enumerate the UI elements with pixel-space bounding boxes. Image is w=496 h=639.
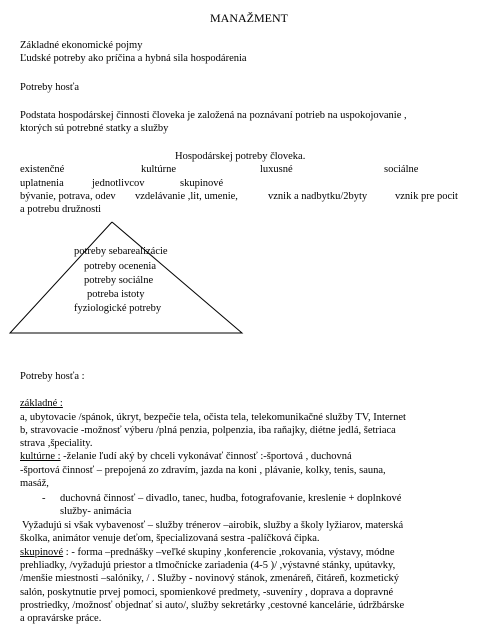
zakladne-line-3: strava ,špeciality.	[20, 438, 93, 449]
pyramid-level-1: fyziologické potreby	[74, 303, 162, 314]
duchovna-dash: -	[42, 493, 46, 504]
needs-examples-3: vznik a nadbytku/2byty	[268, 191, 368, 202]
kulturne-line	[20, 451, 352, 463]
pyramid-level-2: potreba istoty	[87, 289, 145, 300]
sport-line-1: -športová činnosť – prepojená zo zdravím, jazda na koni , plávanie, kolky, tenis, sauna,	[20, 465, 386, 476]
section-heading-2: Potreby hosťa :	[20, 371, 85, 382]
duchovna-line-2: služby- animácia	[60, 506, 132, 517]
paragraph-line-2: ktorých sú potrebné statky a služby	[20, 123, 169, 134]
needs-uplatnenia: uplatnenia	[20, 178, 64, 189]
needs-examples-1: bývanie, potrava, odev	[20, 191, 116, 202]
needs-heading: Hospodárskej potreby človeka.	[175, 151, 306, 162]
skupinove-line-3: /menšie miestnosti –salóniky, / . Služby - novinový stánok, zmenáreň, čitáreň, kozmetický	[20, 573, 399, 584]
vybavenost-line-2: školka, animátor venuje deťom, špecializovaná sestra -palíčková čipka.	[20, 533, 320, 544]
pyramid-level-4: potreby ocenenia	[84, 261, 157, 272]
zakladne-line-2: b, stravovacie -možnosť výberu /plná penzia, polpenzia, iba raňajky, diétne jedlá, šetriaca	[20, 425, 396, 436]
sport-line-2: masáž,	[20, 478, 49, 489]
skupinove-line-2: prehliadky, /vyžadujú priestor a tlmočnícke zariadenia (4-5 )/ ,výstavné stánky, upútavky,	[20, 560, 396, 571]
pyramid-level-5: potreby sebarealizácie	[74, 246, 168, 257]
kulturne-text: -želanie ľudí aký by chceli vykonávať činnosť :-športová , duchovná	[63, 451, 352, 462]
needs-examples-2: vzdelávanie ,lit, umenie,	[135, 191, 238, 202]
paragraph-line-1: Podstata hospodárskej činnosti človeka je založená na poznávaní potrieb na uspokojovanie ,	[20, 110, 407, 121]
needs-skupinove: skupinové	[180, 178, 224, 189]
zakladne-label: základné :	[20, 398, 63, 409]
vybavenost-line-1: Vyžadujú si však vybavenosť – služby trénerov –airobik, služby a školy lyžiarov, materská	[22, 520, 404, 531]
skupinove-line-6: a opravárske práce.	[20, 613, 102, 624]
needs-examples-4: vznik pre pocit	[395, 191, 458, 202]
kulturne-label: kultúrne :	[20, 451, 61, 462]
needs-luxusne: luxusné	[260, 164, 293, 175]
intro-line-2: Ľudské potreby ako príčina a hybná sila hospodárenia	[20, 53, 247, 64]
skupinove-line-4: salón, poskytnutie prvej pomoci, spomienkové predmety, -suveníry , doprava a dopravné	[20, 587, 394, 598]
needs-existencne: existenčné	[20, 164, 65, 175]
skupinove-text: : - forma –prednášky –veľké skupiny ,konferencie ,rokovania, výstavy, módne	[65, 547, 395, 558]
skupinove-line-1	[20, 547, 395, 559]
needs-kulturne: kultúrne	[141, 164, 176, 175]
needs-jednotlivcov: jednotlivcov	[92, 178, 145, 189]
duchovna-line-1: duchovná činnosť – divadlo, tanec, hudba, fotografovanie, kreslenie + doplnkové	[60, 493, 402, 504]
section-heading-1: Potreby hosťa	[20, 82, 80, 93]
page-title: MANAŽMENT	[210, 11, 288, 25]
pyramid-level-3: potreby sociálne	[84, 275, 154, 286]
zakladne-line-1: a, ubytovacie /spánok, úkryt, bezpečie tela, očista tela, telekomunikačné služby TV, Internet	[20, 412, 406, 423]
skupinove-label: skupinové	[20, 547, 64, 558]
needs-examples-5: a potrebu družnosti	[20, 204, 102, 215]
needs-socialne: sociálne	[384, 164, 419, 175]
intro-line-1: Základné ekonomické pojmy	[20, 40, 143, 51]
skupinove-line-5: prostriedky, /možnosť objednať si auto/, služby sekretárky ,cestovné kancelárie, údržbárske	[20, 600, 405, 611]
